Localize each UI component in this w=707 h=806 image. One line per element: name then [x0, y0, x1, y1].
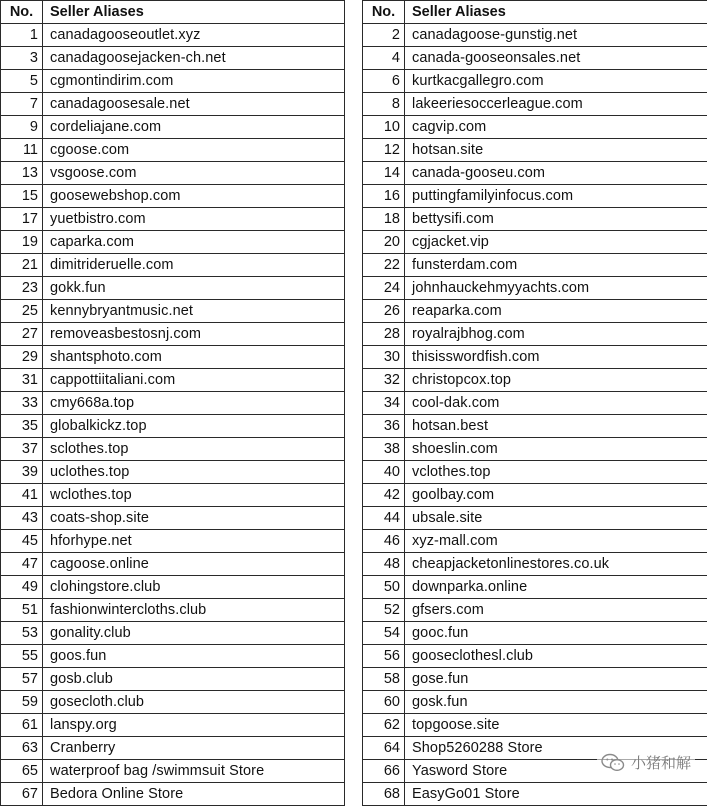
table-row [363, 93, 707, 116]
table-row [1, 254, 345, 277]
table-row [363, 369, 707, 392]
seller-alias: topgoose.site [405, 714, 707, 737]
table-row [1, 576, 345, 599]
row-number: 23 [1, 277, 43, 300]
seller-alias: cagvip.com [405, 116, 707, 139]
row-number: 42 [363, 484, 405, 507]
seller-alias: canada-gooseonsales.net [405, 47, 707, 70]
seller-alias: shoeslin.com [405, 438, 707, 461]
table-row [363, 116, 707, 139]
seller-alias: gonality.club [43, 622, 345, 645]
table-row [363, 783, 707, 806]
row-number: 66 [363, 760, 405, 783]
table-row [1, 369, 345, 392]
table-row [1, 507, 345, 530]
row-number: 6 [363, 70, 405, 93]
seller-alias: puttingfamilyinfocus.com [405, 185, 707, 208]
header-no: No. [1, 1, 43, 24]
row-number: 21 [1, 254, 43, 277]
table-row [363, 185, 707, 208]
seller-alias: kurtkacgallegro.com [405, 70, 707, 93]
row-number: 64 [363, 737, 405, 760]
table-row [363, 231, 707, 254]
table-row [363, 24, 707, 47]
seller-alias: goosewebshop.com [43, 185, 345, 208]
row-number: 26 [363, 300, 405, 323]
table-row [363, 346, 707, 369]
table-row [1, 645, 345, 668]
table-row [1, 553, 345, 576]
row-number: 47 [1, 553, 43, 576]
seller-alias: cappottiitaliani.com [43, 369, 345, 392]
table-row [1, 461, 345, 484]
table-row [363, 484, 707, 507]
table-row [363, 622, 707, 645]
row-number: 37 [1, 438, 43, 461]
seller-alias: canadagooseoutlet.xyz [43, 24, 345, 47]
row-number: 12 [363, 139, 405, 162]
table-row [363, 645, 707, 668]
seller-alias: fashionwintercloths.club [43, 599, 345, 622]
row-number: 31 [1, 369, 43, 392]
seller-alias: gosecloth.club [43, 691, 345, 714]
seller-alias: gooc.fun [405, 622, 707, 645]
seller-alias: cordeliajane.com [43, 116, 345, 139]
row-number: 41 [1, 484, 43, 507]
row-number: 5 [1, 70, 43, 93]
table-row [363, 162, 707, 185]
seller-alias: cagoose.online [43, 553, 345, 576]
seller-alias: lanspy.org [43, 714, 345, 737]
seller-alias: gose.fun [405, 668, 707, 691]
table-row [1, 668, 345, 691]
table-row [1, 24, 345, 47]
header-seller-aliases: Seller Aliases [43, 1, 345, 24]
table-row [1, 139, 345, 162]
table-row [363, 691, 707, 714]
seller-alias: reaparka.com [405, 300, 707, 323]
row-number: 36 [363, 415, 405, 438]
seller-alias: waterproof bag /swimmsuit Store [43, 760, 345, 783]
table-row [363, 254, 707, 277]
row-number: 34 [363, 392, 405, 415]
table-header-row [363, 1, 707, 24]
seller-aliases-table-right [362, 0, 707, 806]
row-number: 25 [1, 300, 43, 323]
table-row [1, 392, 345, 415]
seller-alias: gosb.club [43, 668, 345, 691]
seller-alias: vsgoose.com [43, 162, 345, 185]
table-row [1, 438, 345, 461]
seller-alias: johnhauckehmyyachts.com [405, 277, 707, 300]
seller-alias: gooseclothesl.club [405, 645, 707, 668]
row-number: 15 [1, 185, 43, 208]
seller-alias: Cranberry [43, 737, 345, 760]
seller-alias: wclothes.top [43, 484, 345, 507]
table-row [363, 438, 707, 461]
seller-alias: yuetbistro.com [43, 208, 345, 231]
row-number: 7 [1, 93, 43, 116]
seller-alias: canadagoosejacken-ch.net [43, 47, 345, 70]
seller-alias: removeasbestosnj.com [43, 323, 345, 346]
row-number: 20 [363, 231, 405, 254]
seller-alias: royalrajbhog.com [405, 323, 707, 346]
row-number: 59 [1, 691, 43, 714]
table-row [1, 208, 345, 231]
row-number: 9 [1, 116, 43, 139]
header-seller-aliases: Seller Aliases [405, 1, 707, 24]
row-number: 3 [1, 47, 43, 70]
row-number: 46 [363, 530, 405, 553]
row-number: 65 [1, 760, 43, 783]
row-number: 56 [363, 645, 405, 668]
row-number: 61 [1, 714, 43, 737]
table-row [363, 277, 707, 300]
row-number: 19 [1, 231, 43, 254]
row-number: 62 [363, 714, 405, 737]
seller-alias: funsterdam.com [405, 254, 707, 277]
table-row [1, 47, 345, 70]
row-number: 39 [1, 461, 43, 484]
row-number: 10 [363, 116, 405, 139]
seller-alias: christopcox.top [405, 369, 707, 392]
table-row [1, 415, 345, 438]
seller-aliases-table-left [0, 0, 345, 806]
row-number: 54 [363, 622, 405, 645]
row-number: 4 [363, 47, 405, 70]
row-number: 28 [363, 323, 405, 346]
seller-alias: dimitrideruelle.com [43, 254, 345, 277]
table-row [1, 93, 345, 116]
row-number: 43 [1, 507, 43, 530]
row-number: 40 [363, 461, 405, 484]
seller-alias: ubsale.site [405, 507, 707, 530]
seller-alias: EasyGo01 Store [405, 783, 707, 806]
seller-alias: cool-dak.com [405, 392, 707, 415]
wechat-logo-icon [601, 753, 625, 773]
table-row [1, 116, 345, 139]
table-body-right [363, 24, 707, 806]
table-row [363, 323, 707, 346]
seller-alias: gokk.fun [43, 277, 345, 300]
seller-alias: Shop5260288 Store [405, 737, 707, 760]
table-row [1, 760, 345, 783]
table-row [1, 484, 345, 507]
seller-alias: cheapjacketonlinestores.co.uk [405, 553, 707, 576]
seller-alias: goolbay.com [405, 484, 707, 507]
seller-alias: Yasword Store [405, 760, 707, 783]
table-row [1, 185, 345, 208]
table-row [1, 70, 345, 93]
seller-alias: sclothes.top [43, 438, 345, 461]
row-number: 63 [1, 737, 43, 760]
row-number: 68 [363, 783, 405, 806]
seller-alias: cmy668a.top [43, 392, 345, 415]
table-row [363, 507, 707, 530]
row-number: 52 [363, 599, 405, 622]
seller-alias: vclothes.top [405, 461, 707, 484]
row-number: 67 [1, 783, 43, 806]
table-row [363, 208, 707, 231]
seller-alias: thisisswordfish.com [405, 346, 707, 369]
table-row [363, 300, 707, 323]
row-number: 30 [363, 346, 405, 369]
table-row [363, 668, 707, 691]
seller-alias: canada-gooseu.com [405, 162, 707, 185]
row-number: 45 [1, 530, 43, 553]
seller-alias: gfsers.com [405, 599, 707, 622]
table-row [1, 530, 345, 553]
watermark-text: 小猪和解 [631, 752, 691, 773]
row-number: 8 [363, 93, 405, 116]
table-row [363, 139, 707, 162]
seller-alias: cgoose.com [43, 139, 345, 162]
table-row [363, 70, 707, 93]
row-number: 53 [1, 622, 43, 645]
row-number: 27 [1, 323, 43, 346]
table-row [1, 323, 345, 346]
table-row [363, 415, 707, 438]
table-row [363, 392, 707, 415]
seller-alias: lakeeriesoccerleague.com [405, 93, 707, 116]
table-row [1, 300, 345, 323]
table-row [363, 553, 707, 576]
row-number: 50 [363, 576, 405, 599]
seller-alias: uclothes.top [43, 461, 345, 484]
row-number: 48 [363, 553, 405, 576]
seller-alias: globalkickz.top [43, 415, 345, 438]
seller-alias: caparka.com [43, 231, 345, 254]
table-row [1, 783, 345, 806]
seller-alias: coats-shop.site [43, 507, 345, 530]
row-number: 58 [363, 668, 405, 691]
table-row [1, 599, 345, 622]
row-number: 35 [1, 415, 43, 438]
row-number: 57 [1, 668, 43, 691]
row-number: 2 [363, 24, 405, 47]
table-row [1, 622, 345, 645]
header-no: No. [363, 1, 405, 24]
row-number: 16 [363, 185, 405, 208]
seller-alias: canadagoosesale.net [43, 93, 345, 116]
row-number: 24 [363, 277, 405, 300]
seller-alias: Bedora Online Store [43, 783, 345, 806]
table-row [363, 599, 707, 622]
seller-alias: cgmontindirim.com [43, 70, 345, 93]
table-row [1, 346, 345, 369]
table-row [1, 691, 345, 714]
seller-alias: hotsan.site [405, 139, 707, 162]
seller-alias: canadagoose-gunstig.net [405, 24, 707, 47]
seller-alias: cgjacket.vip [405, 231, 707, 254]
watermark [597, 751, 695, 774]
row-number: 11 [1, 139, 43, 162]
table-row [363, 47, 707, 70]
row-number: 33 [1, 392, 43, 415]
seller-alias: gosk.fun [405, 691, 707, 714]
row-number: 60 [363, 691, 405, 714]
table-row [1, 714, 345, 737]
seller-alias: clohingstore.club [43, 576, 345, 599]
row-number: 51 [1, 599, 43, 622]
table-body-left [1, 24, 345, 806]
row-number: 18 [363, 208, 405, 231]
row-number: 32 [363, 369, 405, 392]
table-row [1, 277, 345, 300]
row-number: 55 [1, 645, 43, 668]
row-number: 13 [1, 162, 43, 185]
seller-alias: goos.fun [43, 645, 345, 668]
seller-alias: hotsan.best [405, 415, 707, 438]
table-row [363, 714, 707, 737]
table-row [1, 162, 345, 185]
row-number: 29 [1, 346, 43, 369]
row-number: 1 [1, 24, 43, 47]
row-number: 38 [363, 438, 405, 461]
table-row [1, 737, 345, 760]
seller-alias: xyz-mall.com [405, 530, 707, 553]
table-row [363, 530, 707, 553]
table-row [1, 231, 345, 254]
seller-alias: bettysifi.com [405, 208, 707, 231]
table-row [363, 461, 707, 484]
row-number: 49 [1, 576, 43, 599]
seller-alias: shantsphoto.com [43, 346, 345, 369]
seller-alias: downparka.online [405, 576, 707, 599]
table-header-row [1, 1, 345, 24]
seller-alias: hforhype.net [43, 530, 345, 553]
table-row [363, 576, 707, 599]
row-number: 22 [363, 254, 405, 277]
seller-alias: kennybryantmusic.net [43, 300, 345, 323]
row-number: 17 [1, 208, 43, 231]
row-number: 44 [363, 507, 405, 530]
row-number: 14 [363, 162, 405, 185]
